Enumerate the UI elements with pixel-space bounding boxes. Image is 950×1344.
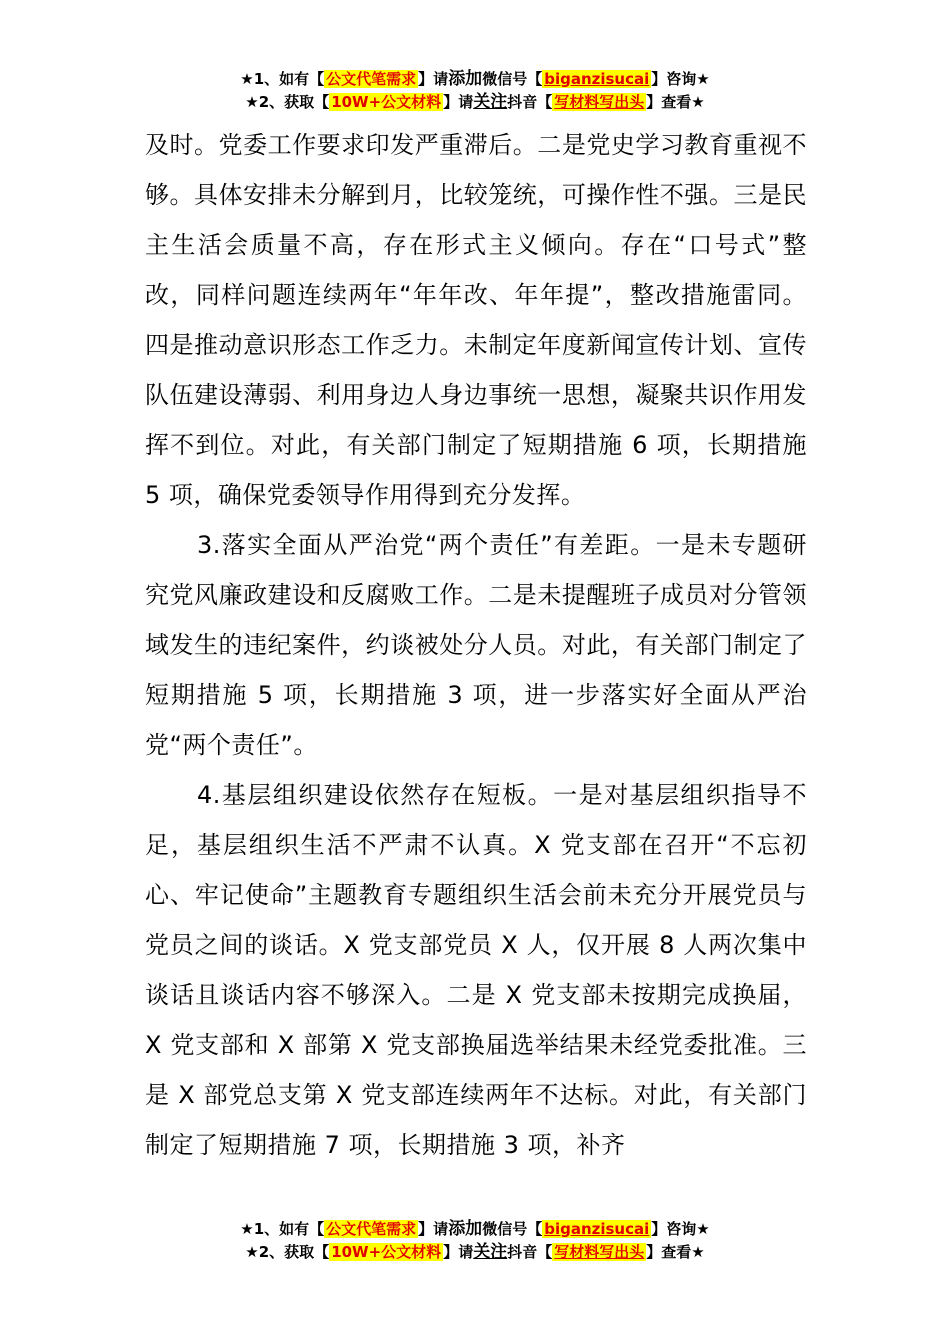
- paragraph: 3.落实全面从严治党“两个责任”有差距。一是未专题研究党风廉政建设和反腐败工作。二是未提醒班子成员对分管领域发生的违纪案件，约谈被处分人员。对此，有关部门制定了短期措施 5 项，长期措施 3 项，进一步落实好全面从严治党“两个责任”。: [145, 531, 807, 759]
- banner-highlight: 公文代笔需求: [326, 70, 417, 88]
- banner-text: ★1、如有【: [240, 70, 325, 88]
- banner-emphasis: 添加: [448, 69, 483, 89]
- banner-text: 】咨询★: [651, 1220, 710, 1238]
- banner-text: 微信号【: [482, 1220, 543, 1238]
- banner-text: 抖音【: [507, 93, 553, 111]
- banner-text: 】请: [418, 70, 449, 88]
- banner-text: 】咨询★: [651, 70, 710, 88]
- banner-text: 微信号【: [482, 70, 543, 88]
- banner-text: ★1、如有【: [240, 1220, 325, 1238]
- banner-text: 】请: [443, 1243, 474, 1261]
- banner-text: 】查看★: [646, 1243, 705, 1261]
- banner-highlight: 公文代笔需求: [326, 1220, 417, 1238]
- paragraph: 及时。党委工作要求印发严重滞后。二是党史学习教育重视不够。具体安排未分解到月，比较笼统，可操作性不强。三是民主生活会质量不高，存在形式主义倾向。存在“口号式”整改，同样问题连续两年“年年改、年年提”，整改措施雷同。四是推动意识形态工作乏力。未制定年度新闻宣传计划、宣传队伍建设薄弱、利用身边人身边事统一思想，凝聚共识作用发挥不到位。对此，有关部门制定了短期措施 6 项，长期措施 5 项，确保党委领导作用得到充分发挥。: [145, 131, 807, 509]
- banner-text: 】请: [443, 93, 474, 111]
- banner-text: 】请: [418, 1220, 449, 1238]
- banner-text: 】查看★: [646, 93, 705, 111]
- banner-wechat-id: biganzisucai: [544, 1220, 650, 1238]
- banner-douyin-id: 写材料写出头: [554, 93, 645, 111]
- footer-banner: [0, 1218, 950, 1264]
- banner-line-1: [0, 1218, 950, 1241]
- banner-wechat-id: biganzisucai: [544, 70, 650, 88]
- document-body: [145, 120, 807, 1170]
- banner-line-2: [0, 1241, 950, 1264]
- banner-line-2: [0, 91, 950, 114]
- header-banner: [0, 68, 950, 114]
- banner-emphasis: 添加: [448, 1219, 483, 1239]
- banner-highlight: 10W+公文材料: [331, 1243, 442, 1261]
- banner-douyin-id: 写材料写出头: [554, 1243, 645, 1261]
- banner-highlight: 10W+公文材料: [331, 93, 442, 111]
- banner-emphasis: 关注: [473, 1242, 508, 1262]
- banner-text: 抖音【: [507, 1243, 553, 1261]
- banner-text: ★2、获取【: [245, 1243, 330, 1261]
- banner-emphasis: 关注: [473, 92, 508, 112]
- paragraph: 4.基层组织建设依然存在短板。一是对基层组织指导不足，基层组织生活不严肃不认真。X 党支部在召开“不忘初心、牢记使命”主题教育专题组织生活会前未充分开展党员与党员之间的谈话。X 党支部党员 X 人，仅开展 8 人两次集中谈话且谈话内容不够深入。二是 X 党支部未按期完成换届，X 党支部和 X 部第 X 党支部换届选举结果未经党委批准。三是 X 部党总支第 X 党支部连续两年不达标。对此，有关部门制定了短期措施 7 项，长期措施 3 项，补齐: [145, 781, 807, 1159]
- banner-text: ★2、获取【: [245, 93, 330, 111]
- banner-line-1: [0, 68, 950, 91]
